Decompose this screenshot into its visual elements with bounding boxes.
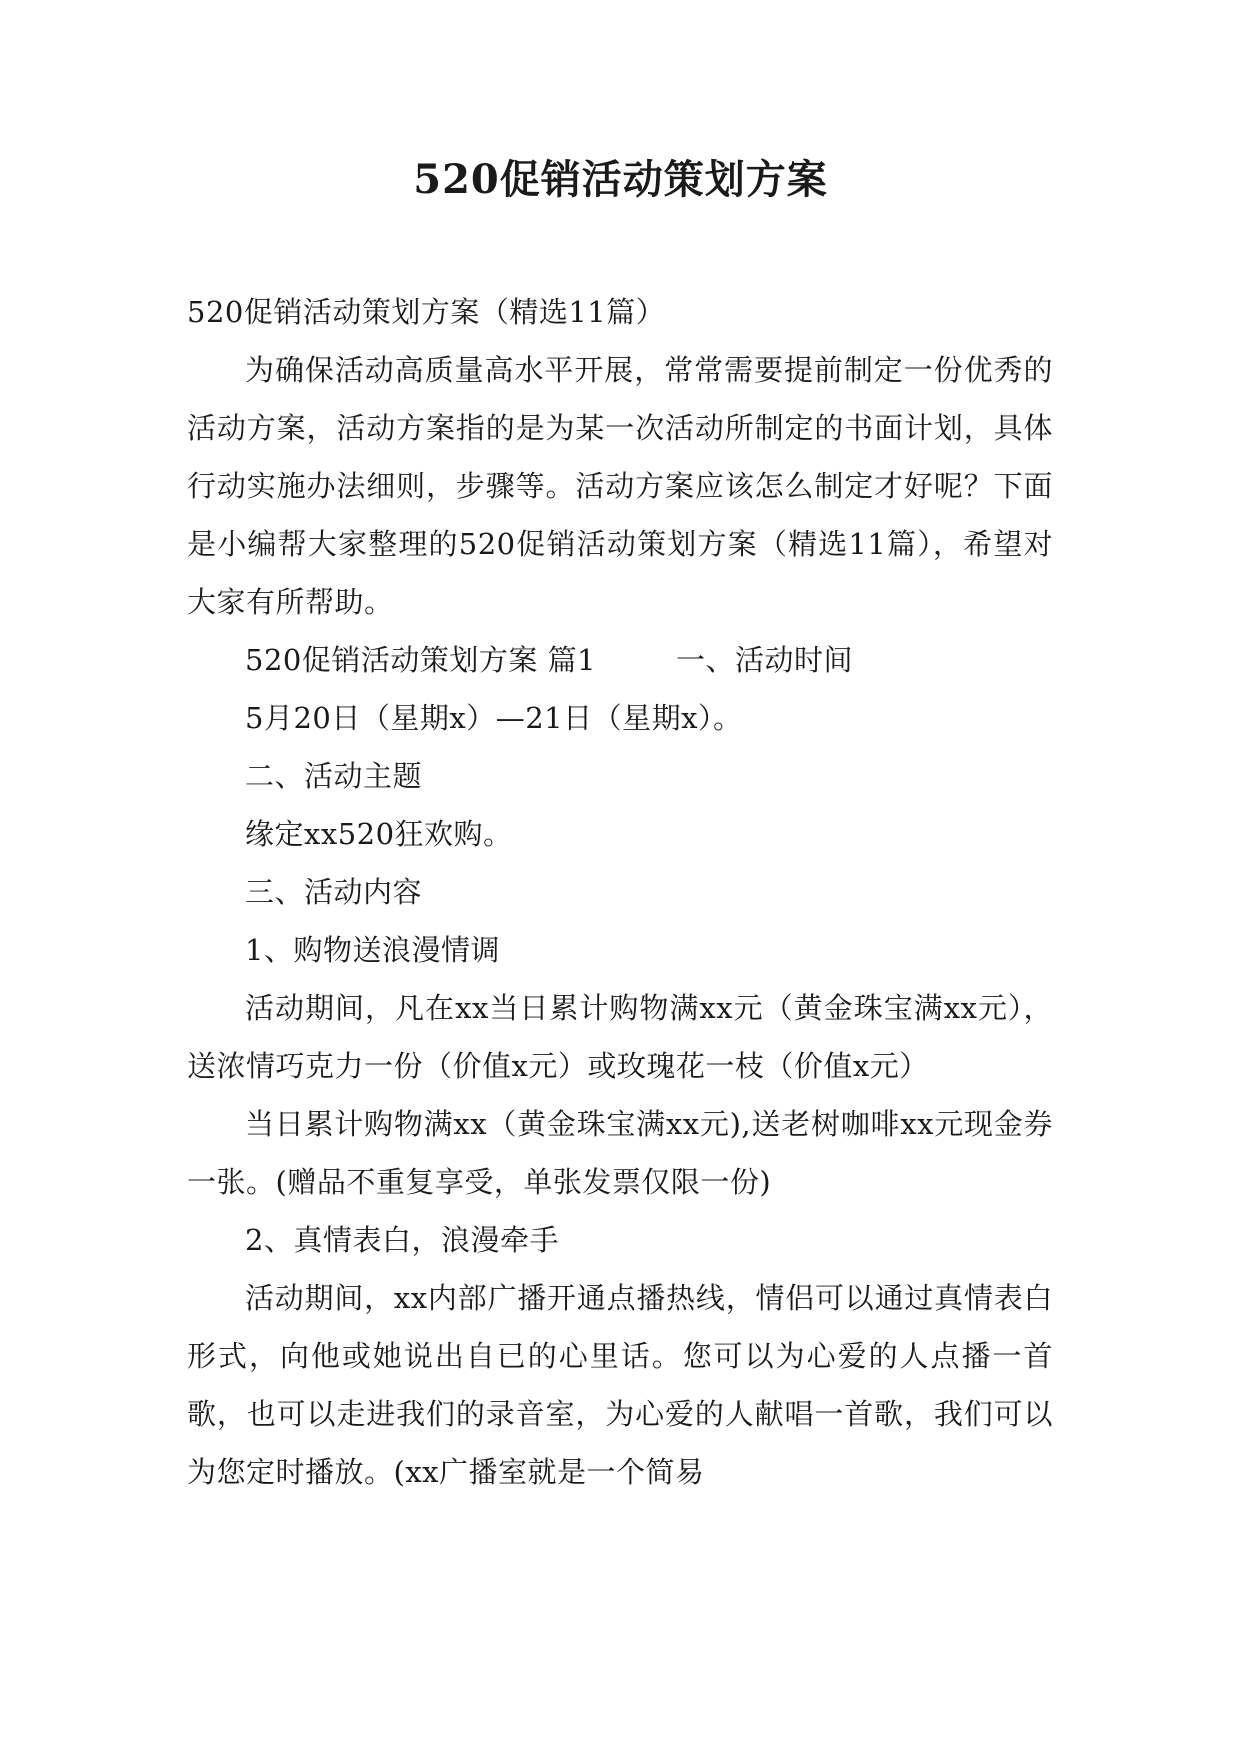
section2-text: 缘定xx520狂欢购。: [245, 817, 513, 851]
item2-paragraph-1: 活动期间，xx内部广播开通点播热线，情侣可以通过真情表白形式，向他或她说出自已的心里话。您可以为心爱的人点播一首歌，也可以走进我们的录音室，为心爱的人献唱一首歌，我们可以为您定时播放。(xx广播室就是一个简易: [187, 1281, 1053, 1489]
item2-heading: 2、真情表白，浪漫牵手: [245, 1223, 559, 1257]
item1-heading: 1、购物送浪漫情调: [245, 933, 500, 967]
section1-heading: 一、活动时间: [676, 643, 854, 677]
item1-paragraph-1: 活动期间，凡在xx当日累计购物满xx元（黄金珠宝满xx元），送浓情巧克力一份（价值x元）或玫瑰花一枝（价值x元）: [187, 991, 1053, 1083]
article-heading-line: [187, 631, 1053, 689]
subtitle-paragraph: 520促销活动策划方案（精选11篇）: [187, 295, 666, 329]
document-title: 520促销活动策划方案: [413, 156, 828, 203]
section1-text: 5月20日（星期x）—21日（星期x）。: [245, 701, 743, 735]
document-body: [187, 283, 1053, 1501]
article-heading: 520促销活动策划方案 篇1: [245, 643, 597, 677]
intro-paragraph: 为确保活动高质量高水平开展，常常需要提前制定一份优秀的活动方案，活动方案指的是为某一次活动所制定的书面计划，具体行动实施办法细则，步骤等。活动方案应该怎么制定才好呢？下面是小编帮大家整理的520促销活动策划方案（精选11篇），希望对大家有所帮助。: [187, 353, 1053, 619]
section2-heading: 二、活动主题: [245, 759, 423, 793]
section3-heading: 三、活动内容: [245, 875, 423, 909]
item1-paragraph-2: 当日累计购物满xx（黄金珠宝满xx元),送老树咖啡xx元现金券一张。(赠品不重复享受，单张发票仅限一份): [187, 1107, 1053, 1199]
